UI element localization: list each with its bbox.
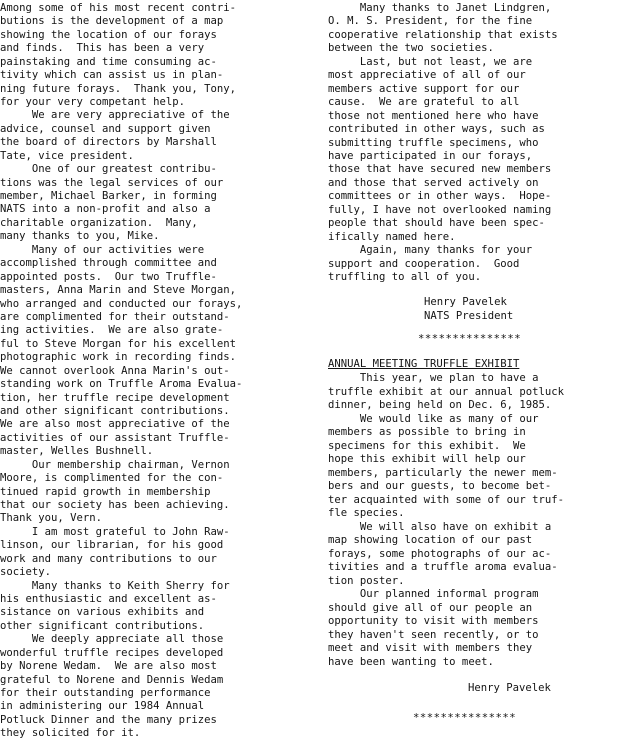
left-text-line: ing activities. We are also grate- (0, 324, 224, 337)
exhibit-text-line: truffle exhibit at our annual potluck (328, 385, 564, 398)
left-text-line: butions is the development of a map (0, 15, 224, 28)
left-text-line: appointed posts. Our two Truffle- (0, 270, 217, 283)
right-text-line: ifically named here. (328, 230, 456, 243)
right-text-line: and those that served actively on (328, 176, 539, 189)
left-text-line: wonderful truffle recipes developed (0, 646, 224, 659)
exhibit-text-line: should give all of our people an (328, 601, 533, 614)
left-text-line: Our membership chairman, Vernon (0, 458, 230, 471)
left-text-line: We cannot overlook Anna Marin's out- (0, 364, 230, 377)
exhibit-text-line: This year, we plan to have a (328, 372, 539, 384)
exhibit-text-line: dinner, being held on Dec. 6, 1985. (328, 399, 552, 411)
left-text-line: who arranged and conducted our forays, (0, 297, 243, 310)
left-text-line: and other significant contributions. (0, 404, 230, 417)
left-text-line: ful to Steve Morgan for his excellent (0, 337, 236, 350)
left-text-line: linson, our librarian, for his good (0, 539, 224, 552)
left-text-line: Thank you, Vern. (0, 512, 103, 525)
left-text-line: activities of our assistant Truffle- (0, 431, 230, 444)
left-text-line: Potluck Dinner and the many prizes (0, 713, 217, 726)
left-text-line: Moore, is complimented for the con- (0, 472, 224, 485)
right-text-line: people that should have been spec- (328, 217, 545, 230)
left-text-line: other significant contributions. (0, 619, 205, 632)
exhibit-text-line: forays, some photographs of our ac- (328, 547, 552, 560)
exhibit-text-line: We would like as many of our (328, 412, 539, 425)
exhibit-heading: ANNUAL MEETING TRUFFLE EXHIBIT (328, 358, 520, 370)
right-text-line: between the two societies. (328, 42, 494, 55)
left-text-line: ning future forays. Thank you, Tony, (0, 82, 236, 95)
right-text-line: support and cooperation. Good (328, 257, 520, 270)
separator-stars-bottom: *************** (413, 712, 517, 724)
right-text-line: truffling to all of you. (328, 271, 482, 283)
exhibit-text-line: specimens for this exhibit. We (328, 439, 526, 452)
left-text-line: and finds. This has been a very (0, 42, 205, 55)
left-text-line: standing work on Truffle Aroma Evalua- (0, 378, 243, 390)
left-text-line: tion, her truffle recipe development (0, 391, 230, 404)
left-text-line: Among some of his most recent contri- (0, 2, 236, 14)
left-text-line: NATS into a non-profit and also a (0, 203, 211, 216)
exhibit-text-line: members, particularly the newer mem- (328, 466, 558, 479)
left-text-line: We are also most appreciative of the (0, 418, 230, 431)
exhibit-signature: Henry Pavelek (468, 682, 551, 694)
exhibit-text-line: meet and visit with members they (328, 642, 533, 654)
right-text-line: submitting truffle specimens, who (328, 136, 539, 149)
exhibit-text-line: they haven't seen recently, or to (328, 628, 539, 641)
right-text-line: contributed in other ways, such as (328, 123, 545, 135)
left-text-line: for their outstanding performance (0, 686, 211, 699)
exhibit-text-line: Our planned informal program (328, 588, 539, 600)
separator-stars: *************** (418, 333, 522, 345)
left-text-line: tions was the legal services of our (0, 176, 224, 189)
right-text-line: Many thanks to Janet Lindgren, (328, 2, 552, 14)
left-text-line: Many thanks to Keith Sherry for (0, 579, 230, 592)
left-text-line: Tate, vice president. (0, 149, 134, 162)
right-text-line: Last, but not least, we are (328, 55, 533, 68)
left-text-line: society. (0, 566, 52, 579)
right-text-line: have participated in our forays, (328, 149, 533, 162)
exhibit-text-line: tion poster. (328, 574, 405, 587)
left-text-line: We deeply appreciate all those (0, 633, 224, 646)
left-text-line: accomplished through committee and (0, 257, 217, 270)
left-text-line: grateful to Norene and Dennis Wedam (0, 673, 224, 686)
left-text-line: master, Welles Bushnell. (0, 445, 154, 458)
left-text-line: I am most grateful to John Raw- (0, 525, 230, 538)
left-text-line: photographic work in recording finds. (0, 351, 236, 364)
left-text-line: One of our greatest contribu- (0, 163, 217, 176)
left-text-line: charitable organization. Many, (0, 216, 198, 229)
left-text-line: for your very competant help. (0, 96, 185, 108)
exhibit-text-line: bers and our guests, to become bet- (328, 480, 552, 492)
signature-title: NATS President (424, 310, 514, 322)
exhibit-text-line: tivities and a truffle aroma evalua- (328, 561, 558, 573)
left-text-line: We are very appreciative of the (0, 109, 230, 122)
exhibit-text-line: ter acquainted with some of our truf- (328, 493, 564, 506)
left-text-line: advice, counsel and support given (0, 122, 211, 135)
right-text-line: most appreciative of all of our (328, 69, 526, 82)
exhibit-text-line: fle species. (328, 507, 405, 519)
left-text-line: his enthusiastic and excellent as- (0, 592, 217, 605)
left-text-line: work and many contributions to our (0, 552, 217, 565)
exhibit-text-line: members as possible to bring in (328, 426, 526, 438)
exhibit-text-line: opportunity to visit with members (328, 615, 539, 627)
left-text-line: masters, Anna Marin and Steve Morgan, (0, 284, 236, 296)
left-text-line: by Norene Wedam. We are also most (0, 660, 217, 673)
left-text-line: sistance on various exhibits and (0, 606, 205, 619)
left-text-line: many thanks to you, Mike. (0, 230, 160, 243)
left-text-line: that our society has been achieving. (0, 498, 230, 511)
exhibit-text-line: We will also have on exhibit a (328, 520, 552, 533)
left-text-line: Many of our activities were (0, 243, 205, 256)
left-text-line: the board of directors by Marshall (0, 136, 217, 149)
right-text-line: those not mentioned here who have (328, 109, 539, 122)
signature-name: Henry Pavelek (424, 296, 507, 308)
right-text-line: those that have secured new members (328, 163, 552, 176)
right-text-line: Again, many thanks for your (328, 244, 533, 257)
right-text-line: O. M. S. President, for the fine (328, 15, 533, 28)
exhibit-text-line: hope this exhibit will help our (328, 453, 526, 465)
exhibit-text-line: map showing location of our past (328, 534, 533, 546)
left-text-line: in administering our 1984 Annual (0, 700, 205, 713)
left-text-line: painstaking and time consuming ac- (0, 55, 217, 68)
right-text-line: committees or in other ways. Hope- (328, 190, 552, 203)
left-text-line: are complimented for their outstand- (0, 310, 230, 323)
exhibit-text-line: have been wanting to meet. (328, 655, 494, 668)
left-text-line: tivity which can assist us in plan- (0, 69, 224, 82)
left-text-line: showing the location of our forays (0, 28, 217, 41)
right-text-line: members active support for our (328, 82, 520, 95)
left-text-line: they solicited for it. (0, 727, 141, 740)
right-text-line: cause. We are grateful to all (328, 96, 520, 109)
right-text-line: fully, I have not overlooked naming (328, 203, 552, 216)
left-text-line: member, Michael Barker, in forming (0, 190, 217, 202)
right-text-line: cooperative relationship that exists (328, 28, 558, 41)
left-text-line: tinued rapid growth in membership (0, 485, 211, 498)
